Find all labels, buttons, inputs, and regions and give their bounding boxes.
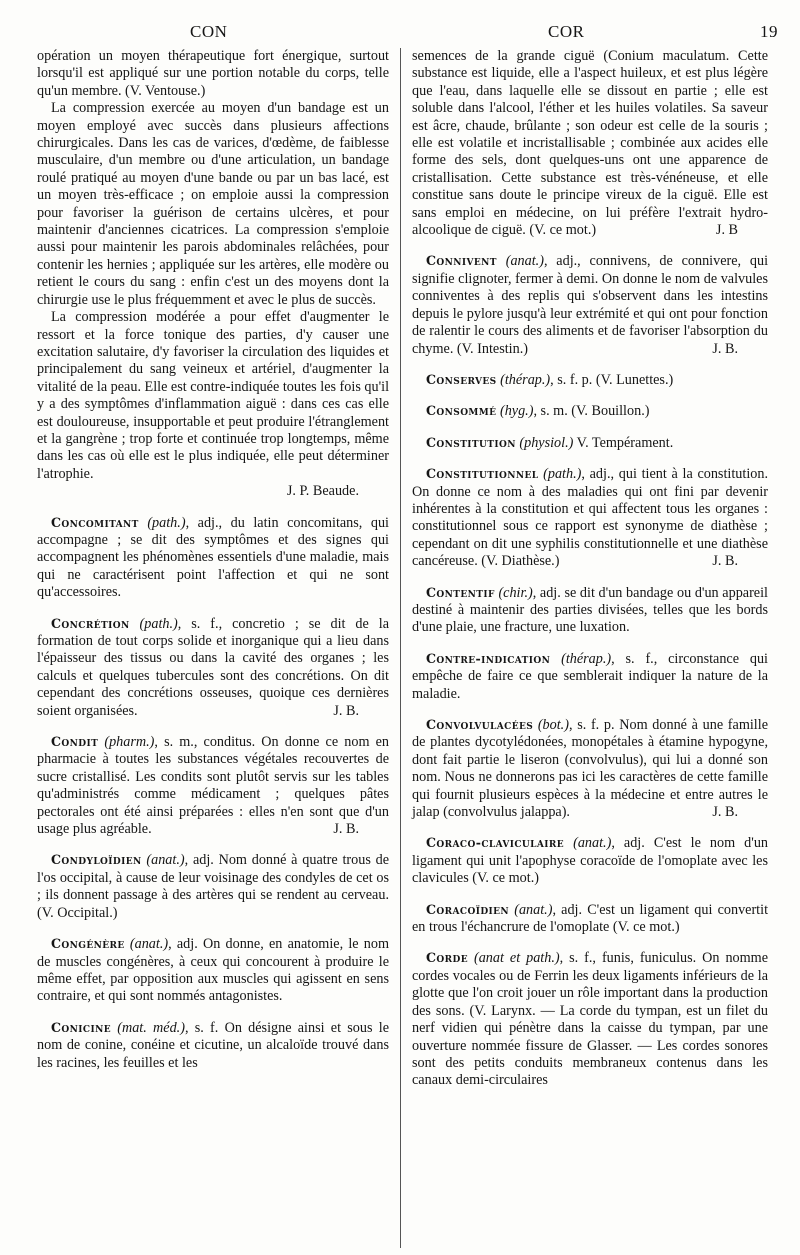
headword: Consommé bbox=[426, 403, 497, 419]
signature: J. P. Beaude. bbox=[286, 483, 359, 500]
headword: Condyloïdien bbox=[51, 852, 142, 868]
paragraph: opération un moyen thérapeutique fort énergique, surtout lorsqu'il est appliqué sur une portion notable du corps, telle qu'un membre. (V. Ventouse.) bbox=[37, 48, 389, 99]
headword: Convolvulacées bbox=[426, 717, 534, 732]
grammar-label: (physiol.) bbox=[519, 434, 574, 451]
definition: , adj. C'est un ligament qui convertit en trous l'échancrure de l'omoplate (V. ce mot.) bbox=[412, 901, 769, 936]
headword: Coraco-claviculaire bbox=[426, 835, 565, 851]
headword: Condit bbox=[51, 734, 99, 750]
definition: , adj. se dit d'un bandage ou d'un appareil destiné à maintenir des parties divisées, telles que les bords d'une plaie, une fracture, une luxation. bbox=[412, 584, 768, 636]
entry-concomitant bbox=[37, 514, 389, 602]
entry-condit bbox=[37, 733, 389, 838]
running-head-left: CON bbox=[190, 22, 228, 41]
continued-entry-conicine bbox=[412, 48, 768, 239]
grammar-label: (bot.) bbox=[537, 717, 569, 733]
headword: Conserves bbox=[426, 371, 497, 387]
headword: Coracoïdien bbox=[426, 901, 510, 917]
headword: Corde bbox=[426, 950, 469, 966]
grammar-label: (anat et path.) bbox=[473, 950, 560, 967]
signature: J. B. bbox=[712, 340, 738, 357]
definition: , adj. On donne, en anatomie, le nom de muscles congénères, à ceux qui concourent à produire le même effet, par opposition aux muscles qui agissent en sens contraire, et qui sont nommés antagonistes. bbox=[37, 936, 389, 1005]
grammar-label: (pharm.) bbox=[104, 734, 155, 751]
headword: Constitution bbox=[426, 434, 516, 450]
left-column bbox=[37, 48, 389, 1085]
headword: Conicine bbox=[51, 1019, 111, 1035]
running-head-center: COR bbox=[548, 22, 585, 41]
paragraph: La compression exercée au moyen d'un bandage est un moyen employé avec succès dans plusieurs affections chirurgicales. Dans les cas de varices, d'œdème, de faiblesse musculaire, d'un membre ou d'une articulation, un bandage roulé pratiqué au moyen d'une bande ou par un bas lacé, est un moyen très-efficace ; on emploie aussi la compression pour favoriser la guérison de certains ulcères, et pour maintenir d'anciennes cicatrices. La compression s'emploie aussi pour maintenir les parois abdominales relâchées, pour contenir les hernies ; appliquée sur les artères, elle modère ou retient le cours du sang : enfin c'est un des moyens dont la chirurgie use le plus fréquemment et avec le plus de succès. bbox=[37, 100, 389, 308]
headword: Constitutionnel bbox=[426, 466, 539, 482]
entry-coraco-claviculaire bbox=[412, 834, 768, 887]
entry-constitutionnel bbox=[412, 465, 768, 570]
grammar-label: (path.) bbox=[147, 514, 186, 531]
entry-coracoidien bbox=[412, 901, 768, 937]
grammar-label: (anat.) bbox=[573, 835, 612, 852]
definition: , adj. C'est le nom d'un ligament qui unit l'apophyse coracoïde de l'omoplate avec les clavicules (V. ce mot.) bbox=[412, 835, 769, 887]
signature: J. B. bbox=[333, 821, 359, 838]
entry-constitution bbox=[412, 434, 768, 452]
definition: , adj. Nom donné à quatre trous de l'os occipital, à cause de leur voisinage des condyles de cet os ; ils donnent passage à des artères qui se rendent au cerveau. (V. Occipital.) bbox=[37, 852, 390, 921]
entry-convolvulacees bbox=[412, 716, 768, 821]
grammar-label: (path.) bbox=[139, 615, 178, 632]
definition: , adj., qui tient à la constitution. On donne ce nom à des maladies qui ont fini par devenir inhérentes à la constitution et qui affectent tous les organes : constitutionnel sous ce rapport est synonyme de diathèse ; cependant on dit une syphilis constitutionnelle et une diathèse cancéreuse. (V. Diathèse.) bbox=[412, 466, 768, 570]
headword: Connivent bbox=[426, 253, 497, 269]
entry-condyloidien bbox=[37, 851, 389, 922]
definition: , s. f., concretio ; se dit de la formation de tout corps solide et inorganique qui a lieu dans l'épaisseur des tissus ou dans la cavité des organes ; les calculs et quelques tubercules sont des concrétions. On dit cependant des concrétions osseuses, quoique ces dernières soient organisées. bbox=[37, 615, 390, 719]
paragraph: La compression modérée a pour effet d'augmenter le ressort et la force tonique des parties, d'y causer une excitation salutaire, d'y favoriser la circulation des liquides et principalement du sang veineux et artériel, d'augmenter la vitalité de la peau. Elle est contre-indiquée toutes les fois qu'il y a des symptômes d'inflammation aiguë : dans ces cas elle est douloureuse, insupportable et peut produire l'étranglement et la gangrène ; trop forte et continuée trop longtemps, même dans les cas où elle est le plus indiquée, elle peut déterminer l'atrophie. bbox=[37, 309, 390, 482]
grammar-label: (anat.) bbox=[514, 901, 553, 918]
definition: , adj., du latin concomitans, qui accompagne ; se dit des symptômes et des signes qui accompagnent les phénomènes essentiels d'une maladie, mais qui ne caractérisent point l'affection et qui ne sont qu'accessoires. bbox=[37, 514, 390, 601]
continued-entry-compression bbox=[37, 48, 389, 501]
signature: J. B bbox=[715, 222, 738, 239]
page-number: 19 bbox=[760, 22, 778, 41]
paragraph: semences de la grande ciguë (Conium maculatum. Cette substance est liquide, elle a l'aspect huileux, et est plus légère que l'eau, dans laquelle elle se dissout en partie ; elle est soluble dans l'alcool, l'éther et les huiles volatiles. Sa saveur est âcre, chaude, brûlante ; son odeur est celle de la souris ; elle est volatile et incristallisable ; combinée aux acides elle forme des sels, dont quelques-uns ont une apparence de cristallisation. Cette substance est très-vénéneuse, et elle constitue sans doute le principe vireux de la ciguë. Elle est sans emploi en médecine, on lui préfère l'extrait hydro-alcoolique de ciguë. (V. ce mot.) bbox=[412, 48, 768, 239]
entry-consomme bbox=[412, 402, 768, 420]
headword: Concomitant bbox=[51, 514, 139, 530]
grammar-label: (anat.) bbox=[505, 253, 544, 270]
definition: , s. f., circonstance qui empêche de faire ce que semblerait indiquer la nature de la maladie. bbox=[412, 650, 768, 702]
headword: Contentif bbox=[426, 584, 495, 600]
grammar-label: (mat. méd.) bbox=[117, 1019, 185, 1036]
entry-conserves bbox=[412, 371, 768, 389]
grammar-label: (anat.) bbox=[146, 852, 185, 869]
grammar-label: (chir.) bbox=[498, 584, 533, 601]
signature: J. B. bbox=[712, 804, 738, 821]
headword: Congénère bbox=[51, 936, 125, 952]
grammar-label: (thérap.) bbox=[500, 371, 551, 388]
grammar-label: (path.) bbox=[543, 466, 582, 483]
headword: Contre-indication bbox=[426, 650, 551, 666]
headword: Concrétion bbox=[51, 615, 130, 631]
grammar-label: (thérap.) bbox=[561, 650, 612, 667]
right-column bbox=[412, 48, 768, 1103]
definition: , adj., connivens, de connivere, qui signifie clignoter, fermer à demi. On donne le nom de valvules conniventes à des replis qui s'observent dans les intestins depuis le pylore jusqu'à leur extrémité et qui ont pour fonction de ralentir le cours des aliments et de favoriser l'absorption du chyme. (V. Intestin.) bbox=[412, 253, 769, 357]
entry-corde bbox=[412, 949, 768, 1089]
definition: , s. f. On désigne ainsi et sous le nom de conine, conéine et cicutine, un alcaloïde trouvé dans les racines, les feuilles et les bbox=[37, 1019, 389, 1071]
definition: , s. m. (V. Bouillon.) bbox=[533, 403, 650, 420]
column-divider bbox=[400, 48, 401, 1248]
entry-contre-indication bbox=[412, 650, 768, 703]
signature: J. B. bbox=[712, 553, 738, 570]
definition: , s. f. p. Nom donné à une famille de plantes dycotylédonées, monopétales à étamine hypogyne, dont fait partie le liseron (convolvulus), qui lui a donné son nom. Nous ne donnerons pas ici les caractères de cette famille qui fournit plusieurs espèces à la médecine et entre autres le jalap (convolvulus jalappa). bbox=[412, 717, 768, 821]
definition: , s. f., funis, funiculus. On nomme cordes vocales ou de Ferrin les deux ligaments inférieurs de la glotte que l'on croit jouer un rôle important dans la production des sons. (V. Larynx. — La corde du tympan, est un filet du nerf vidien qui pénètre dans la caisse du tympan, par une ouverture nommée fissure de Glasser. — Les cordes sonores sont des petits conduits membraneux contenus dans les canaux demi-circulaires bbox=[412, 950, 768, 1089]
entry-congenere bbox=[37, 935, 389, 1006]
entry-conicine bbox=[37, 1019, 389, 1072]
signature: J. B. bbox=[333, 702, 359, 719]
entry-connivent bbox=[412, 252, 768, 357]
definition: V. Tempérament. bbox=[573, 434, 674, 451]
definition: , s. m., conditus. On donne ce nom en pharmacie à toutes les substances végétales recouvertes de sucre cristallisé. Les condits sont plutôt servis sur les tables qu'administrés comme médicament ; quelques pâtes pectorales ont été ainsi préparées : elles n'en sont que d'un usage plus agréable. bbox=[37, 734, 390, 838]
definition: , s. f. p. (V. Lunettes.) bbox=[550, 371, 674, 388]
grammar-label: (hyg.) bbox=[499, 403, 534, 420]
grammar-label: (anat.) bbox=[129, 936, 169, 953]
entry-contentif bbox=[412, 584, 768, 637]
entry-concretion bbox=[37, 615, 389, 720]
